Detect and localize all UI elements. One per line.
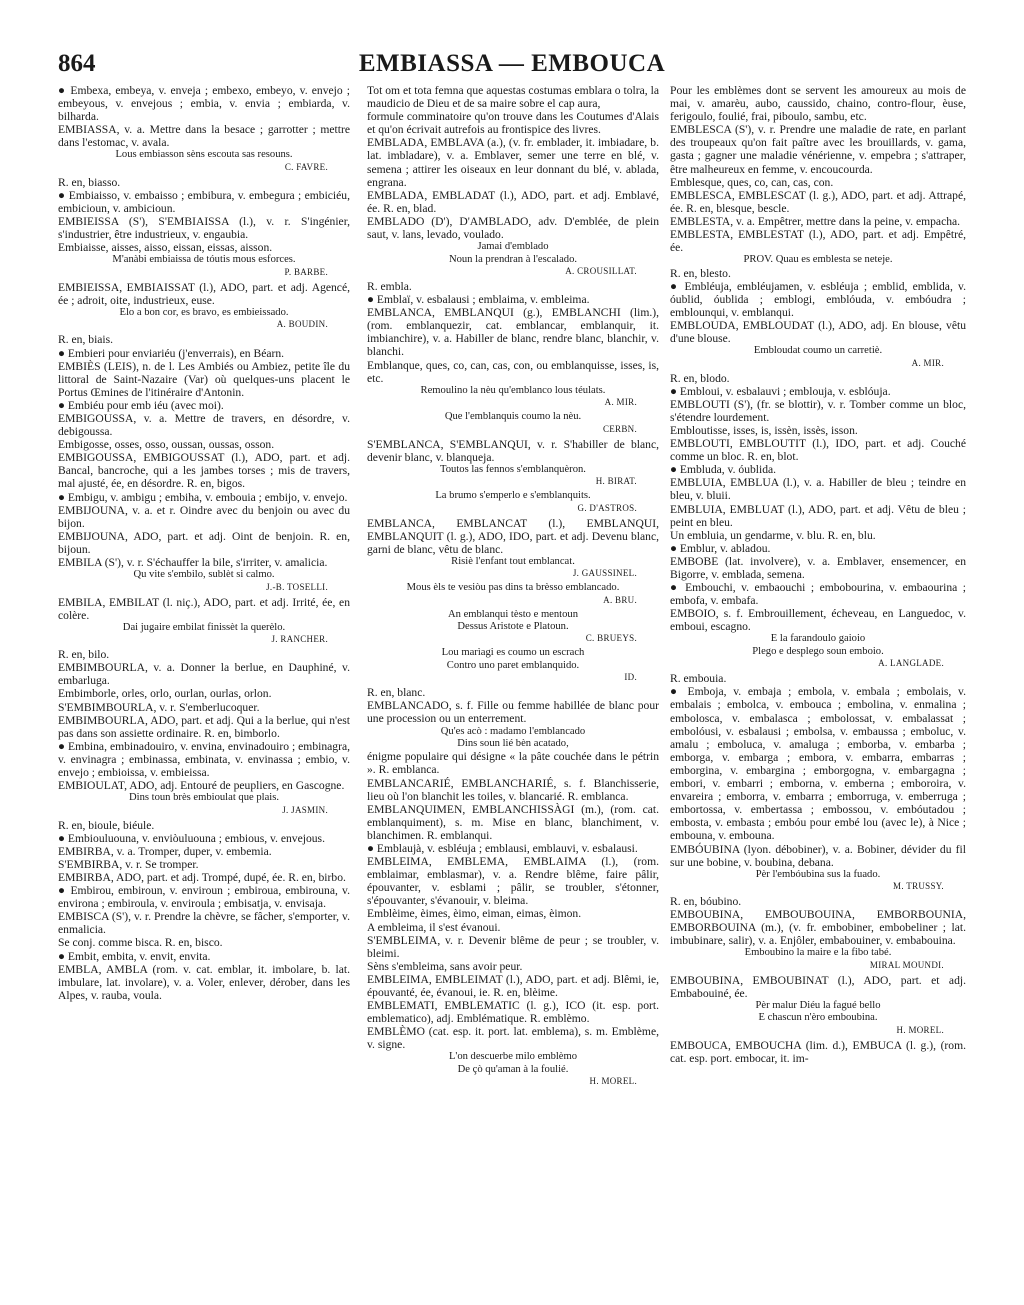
dictionary-entry: ● Embexa, embeya, v. enveja ; embexo, embeyo, v. envejo ; embeyous, v. envejous ; embia, v. envia ; embiarda, v. bilharda. (58, 84, 350, 124)
dictionary-entry: ● Emblur, v. abladou. (670, 541, 771, 555)
dictionary-entry: A embleima, il s'est évanoui. (367, 920, 501, 934)
dictionary-entry: EMBLOUTI (S'), (fr. se blottir), v. r. Tomber comme un bloc, s'étendre lourdement. (670, 397, 966, 424)
attribution: H. MOREL. (896, 1024, 944, 1035)
quotation-line: M'anàbi embiaissa de tóutis mous esforces. (112, 254, 296, 266)
dictionary-entry: ● Embirou, embiroun, v. enviroun ; embiroua, embirouna, v. environa ; embiroula, v. enviroula ; embisatja, v. envisaja. (58, 884, 350, 911)
dictionary-entry: EMBIASSA, v. a. Mettre dans la besace ; garrotter ; mettre dans l'estomac, v. avala. (58, 123, 350, 150)
dictionary-entry: R. en, biais. (58, 333, 114, 347)
quotation-line: Lou marìagi es coumo un escrach (441, 647, 585, 659)
dictionary-entry: EMBIGOUSSA, v. a. Mettre de travers, en désordre, v. debigoussa. (58, 412, 350, 439)
quotation-line: Lous embiasson sèns escouta sas resouns. (115, 149, 293, 161)
dictionary-entry: EMBÓUBINA (lyon. débobiner), v. a. Bobiner, dévider du fil sur une bobine, v. boubina, debana. (670, 842, 966, 869)
column-right (670, 84, 966, 1294)
quotation-line: PROV. Quau es emblesta se neteje. (743, 254, 893, 266)
dictionary-entry: ● Emblaï, v. esbalausi ; emblaima, v. embleima. (367, 293, 590, 307)
attribution: J. RANCHER. (271, 634, 328, 645)
dictionary-entry: EMBIRBA, ADO, part. et adj. Trompé, dupé, ée. R. en, birbo. (58, 870, 346, 884)
dictionary-entry: R. en, blesto. (670, 266, 731, 280)
attribution: J.-B. TOSELLI. (266, 581, 328, 592)
quotation-line: Qu vite s'embilo, sublèt si calmo. (133, 569, 275, 581)
quotation-line: Pèr l'embóubina sus la fuado. (755, 868, 881, 880)
dictionary-columns (58, 84, 966, 1294)
column-middle (367, 84, 659, 1294)
dictionary-entry: EMBIMBOURLA, v. a. Donner la berlue, en Dauphiné, v. embarluga. (58, 661, 350, 688)
quotation-line: Dins soun lié bèn acatado, (457, 737, 569, 749)
dictionary-entry: Embloutisse, isses, is, issèn, issès, isson. (670, 423, 858, 437)
attribution: A. CROUSILLAT. (565, 265, 637, 276)
dictionary-entry: EMBLESTA, v. a. Empêtrer, mettre dans la peine, v. empacha. (670, 214, 961, 228)
dictionary-entry: Embimborle, orles, orlo, ourlan, ourlas, orlon. (58, 687, 272, 701)
dictionary-entry: Pour les emblèmes dont se servent les amoureux au mois de mai, v. amarèu, aubo, caussido, chaino, contro-flour, èuse, ferigoulo, foulié, frai, piboulo, sambu, etc. (670, 84, 966, 124)
quotation-line: Qu'es acò : madamo l'emblancado (440, 725, 586, 737)
dictionary-entry: ● Embiouluouna, v. enviòuluouna ; embious, v. envejous. (58, 831, 325, 845)
quotation-line: Contro uno paret emblanquido. (446, 659, 580, 671)
dictionary-entry: EMBILA (S'), v. r. S'échauffer la bile, s'irriter, v. amalicia. (58, 556, 328, 570)
attribution: A. MIR. (604, 397, 637, 408)
attribution: A. MIR. (911, 357, 944, 368)
dictionary-entry: EMBLANCARIÉ, EMBLANCHARIÉ, s. f. Blanchisserie, lieu où l'on blanchit les toiles, v. blancarié. R. emblanca. (367, 776, 659, 803)
quotation-line: Dessus Aristote e Platoun. (457, 621, 569, 632)
attribution: J. GAUSSINEL. (572, 568, 637, 579)
dictionary-entry: Se conj. comme bisca. R. en, bisco. (58, 936, 223, 950)
quotation-line: Plego e desplego soun emboio. (752, 645, 884, 657)
dictionary-entry: R. en, biasso. (58, 175, 121, 189)
dictionary-entry: EMBOIO, s. f. Embrouillement, écheveau, en Languedoc, v. emboui, escagno. (670, 607, 966, 634)
dictionary-entry: ● Embiaisso, v. embaisso ; embibura, v. embegura ; embiciéu, embicioun, v. ambicioun. (58, 188, 350, 216)
dictionary-entry: ● Embouchi, v. embaouchi ; embobourina, v. embaourina ; embofa, v. embafa. (670, 581, 966, 608)
quotation-line: Elo a bon cor, es bravo, es embieissado. (119, 307, 289, 319)
attribution: CERBN. (602, 423, 637, 434)
attribution: C. BRUEYS. (585, 633, 637, 644)
dictionary-entry: EMBLEMATI, EMBLEMATIC (l. g.), ICO (it. esp. port. emblematico), adj. Emblématique. R. emblèmo. (367, 999, 659, 1026)
dictionary-entry: EMBIGOUSSA, EMBIGOUSSAT (l.), ADO, part. et adj. Bancal, bancroche, qui a les jambes torses ; mis de travers, mal ajusté, ée, en désordre. R. en, bigos. (58, 451, 350, 491)
dictionary-entry: EMBLADA, EMBLADAT (l.), ADO, part. et adj. Emblavé, ée. R. en, blad. (367, 188, 659, 215)
dictionary-entry: EMBLOUDA, EMBLOUDAT (l.), ADO, adj. En blouse, vêtu d'une blouse. (670, 319, 966, 346)
quotation-line: Jamai d'emblado (477, 241, 549, 253)
dictionary-entry: ● Embloui, v. esbalauvi ; emblouja, v. esblóuja. (670, 384, 891, 398)
dictionary-entry: EMBOUBINA, EMBOUBINAT (l.), ADO, part. et adj. Embabouiné, ée. (670, 973, 966, 1000)
dictionary-entry: Sèns s'embleima, sans avoir peur. (367, 959, 523, 973)
dictionary-entry: EMBIÈS (LEIS), n. de l. Les Ambiés ou Ambiez, petite île du littoral de Saint-Nazaire (Var) où quelques-uns placent le Portus Œmines de l'itinéraire d'Antonin. (58, 359, 350, 399)
dictionary-entry: EMBLANCA, EMBLANCAT (l.), EMBLANQUI, EMBLANQUIT (l. g.), ADO, IDO, part. et adj. Devenu blanc, garni de blanc, vêtu de blanc. (367, 516, 659, 556)
quotation-line: Emboubino la maire e la fibo tabé. (744, 947, 892, 959)
quotation-line: E chascun n'èro emboubina. (758, 1012, 878, 1024)
dictionary-entry: ● Embina, embinadouiro, v. envina, envinadouiro ; embinagra, v. envinagra ; embinassa, embinata, v. envinassa ; embio, v. envejo ; embioissa, v. embieissa. (58, 739, 350, 779)
quotation-line: E la farandoulo gaioio (770, 633, 866, 645)
dictionary-entry: EMBLEIMA, EMBLEIMAT (l.), ADO, part. et adj. Blêmi, ie, épouvanté, ée, évanoui, ie. R. en, blèime. (367, 972, 659, 999)
attribution: H. BIRAT. (595, 476, 637, 487)
dictionary-entry: ● Embléuja, embléujamen, v. esbléuja ; emblid, emblida, v. óublid, óublida ; emblogi, emblóuda, v. embóudra ; emblounqui, v. emblanqui. (670, 279, 966, 319)
attribution: C. FAVRE. (284, 161, 328, 172)
page-number: 864 (58, 50, 96, 77)
attribution: P. BARBE. (284, 266, 328, 277)
dictionary-entry: EMBLESCA (S'), v. r. Prendre une maladie de rate, en parlant des troupeaux qu'on fait paître avec les brouillards, v. gama, gasta ; gagner une maladie vénérienne, v. empebra ; s'attraper, être malheureux en femme, v. encoucourda. (670, 123, 966, 176)
dictionary-entry: S'EMBLANCA, S'EMBLANQUI, v. r. S'habiller de blanc, devenir blanc, v. blanqueja. (367, 437, 659, 464)
dictionary-entry: Emblesque, ques, co, can, cas, con. (670, 175, 834, 189)
dictionary-entry: EMBLA, AMBLA (rom. v. cat. emblar, it. imbolare, b. lat. imbulare, lat. involare), v. a. Voler, enlever, dérober, dans les Alpes, v. rauba, voula. (58, 962, 350, 1002)
dictionary-entry: EMBIMBOURLA, ADO, part. et adj. Qui a la berlue, qui n'est pas dans son assiette ordinaire. R. en, bimborlo. (58, 713, 350, 740)
quotation-line: Dai jugaire embilat finissèt la querèlo. (122, 621, 286, 633)
dictionary-entry: Un embluia, un gendarme, v. blu. R. en, blu. (670, 528, 876, 542)
dictionary-entry: Embiaisse, aisses, aisso, eissan, eissas, aisson. (58, 241, 273, 255)
dictionary-entry: EMBLANCADO, s. f. Fille ou femme habillée de blanc pour une procession ou un enterrement. (367, 699, 659, 726)
attribution: ID. (624, 672, 637, 683)
dictionary-entry: S'EMBIRBA, v. r. Se tromper. (58, 857, 199, 871)
dictionary-entry: EMBLOUTI, EMBLOUTIT (l.), IDO, part. et adj. Couché comme un bloc. R. en, blot. (670, 437, 966, 464)
dictionary-entry: EMBLUIA, EMBLUA (l.), v. a. Habiller de bleu ; teindre en bleu, v. bluii. (670, 476, 966, 503)
dictionary-entry: EMBLEIMA, EMBLEMA, EMBLAIMA (l.), (rom. emblaimar, emblasmar), v. a. Rendre blême, faire pâlir, épouvanter, v. esblami ; pâlir, se troubler, s'étonner, s'épouvanter, s'évanouir, v. bleima. (367, 855, 659, 908)
dictionary-entry: EMBILA, EMBILAT (l. niç.), ADO, part. et adj. Irrité, ée, en colère. (58, 595, 350, 622)
dictionary-entry: EMBIJOUNA, ADO, part. et adj. Oint de benjoin. R. en, bijoun. (58, 529, 350, 556)
dictionary-entry: Embigosse, osses, osso, oussan, oussas, osson. (58, 438, 275, 452)
attribution: A. BRU. (603, 594, 637, 605)
dictionary-entry: EMBLADA, EMBLAVA (a.), (v. fr. emblader, it. imbiadare, b. lat. imbladare), v. a. Emblaver, semer une terre en blé, v. semena ; attirer les oiseaux en leur donnant du blé, v. ablada, engrana. (367, 136, 659, 189)
dictionary-entry: EMBOUBINA, EMBOUBOUINA, EMBORBOUNIA, EMBORBOUINA (m.), (v. fr. embobiner, embobeliner ; lat. imbubinare, salir), v. a. Enjôler, embabouiner, v. embabouina. (670, 908, 966, 948)
dictionary-entry: EMBLESTA, EMBLESTAT (l.), ADO, part. et adj. Empêtré, ée. (670, 228, 966, 255)
quotation-line: Embloudat coumo un carretiè. (753, 345, 883, 357)
dictionary-entry: R. en, blanc. (367, 686, 426, 700)
quotation-line: Remoulino la nèu qu'emblanco lous téulats. (420, 384, 606, 396)
dictionary-entry: EMBIEISSA (S'), S'EMBIAISSA (l.), v. r. S'ingénier, s'industrier, être industrieux, v. engaubia. (58, 215, 350, 242)
dictionary-entry: EMBLADO (D'), D'AMBLADO, adv. D'emblée, de plein saut, v. lans, levado, voulado. (367, 214, 659, 242)
dictionary-entry: EMBLANQUIMEN, EMBLANCHISSÀGI (m.), (rom. cat. emblanquiment), s. m. Mise en blanc, blanchiment, v. blanchimen. R. emblanqui. (367, 802, 659, 842)
dictionary-entry: EMBIOULAT, ADO, adj. Entouré de peupliers, en Gascogne. (58, 779, 345, 793)
quotation-line: Risiè l'enfant tout emblancat. (451, 555, 575, 567)
quotation-line: L'on descuerbe milo emblèmo (448, 1051, 578, 1063)
dictionary-entry: EMBLUIA, EMBLUAT (l.), ADO, part. et adj. Vêtu de bleu ; peint en bleu. (670, 502, 966, 529)
dictionary-entry: EMBLANCA, EMBLANQUI (g.), EMBLANCHI (lim.), (rom. emblanquezir, cat. emblancar, emblanquir, it. imbianchire), v. a. Habiller de blanc, rendre blanc, blanchir, v. blanchi. (367, 306, 659, 359)
dictionary-entry: EMBLÈMO (cat. esp. it. port. lat. emblema), s. m. Emblème, v. signe. (367, 1025, 659, 1052)
dictionary-entry: ● Embiéu pour emb iéu (avec moi). (58, 398, 224, 412)
dictionary-entry: EMBOUCA, EMBOUCHA (lim. d.), EMBUCA (l. g.), (rom. cat. esp. port. embocar, it. im- (670, 1038, 966, 1065)
quotation-line: Mous èls te vesiòu pas dins ta brèsso emblancado. (406, 582, 620, 594)
dictionary-entry: S'EMBLEIMA, v. r. Devenir blême de peur ; se troubler, v. bleimi. (367, 933, 659, 960)
dictionary-entry: S'EMBIMBOURLA, v. r. S'emberlucoquer. (58, 700, 260, 714)
dictionary-entry: R. embla. (367, 279, 412, 293)
dictionary-entry: Emblanque, ques, co, can, cas, con, ou emblanquisse, isses, is, etc. (367, 358, 659, 385)
dictionary-entry: formule comminatoire qu'on trouve dans les Coutumes d'Alais et qu'on écrivait autrefois au frontispice des livres. (367, 110, 659, 137)
dictionary-entry: R. en, blodo. (670, 371, 730, 385)
dictionary-entry: ● Emboja, v. embaja ; embola, v. embala ; embolais, v. embalais ; embolca, v. embouca ; embolina, v. enmalina ; embolosca, v. embalasca ; embolossat, v. embalassat ; embolóusi, v. esbalausi ; embolsa, v. embaussa ; emboluc, v. amalu ; emboluca, v. amaluga ; emborba, v. embarba ; emborga, v. embarga ; embora, v. embarra, embarras ; emborgina, v. embargina ; emborgogna, v. embargagna ; embori, v. embarri ; emborna, v. emberna ; emboroira, v. envareira ; emborra, v. embarra ; emborruga, v. emberruga ; embortossa, v. embertassa ; embossou, v. embóutadou ; embosta, v. embasta ; embóu pour embé lou (avec le), à Nice ; embouna, v. embouna. (670, 685, 966, 843)
quotation-line: La brumo s'emperlo e s'emblanquits. (435, 490, 591, 502)
dictionary-entry: ● Emblaujà, v. esbléuja ; emblausi, emblauvi, v. esbalausi. (367, 841, 638, 855)
running-head: EMBIASSA — EMBOUCA (358, 50, 666, 77)
quotation-line: De çò qu'aman à la foulié. (457, 1063, 569, 1075)
attribution: MIRAL MOUNDI. (869, 959, 944, 970)
dictionary-entry: EMBOBE (lat. involvere), v. a. Emblaver, ensemencer, en Bigorre, v. emblada, semena. (670, 554, 966, 581)
quotation-line: Noun la prendran à l'escalado. (448, 253, 578, 265)
dictionary-entry: R. embouia. (670, 672, 727, 686)
dictionary-entry: EMBIEISSA, EMBIAISSAT (l.), ADO, part. et adj. Agencé, ée ; adroit, oite, industrieux, euse. (58, 280, 350, 307)
quotation-line: Pèr malur Diéu la fagué bello (755, 1000, 881, 1012)
dictionary-entry: R. en, bóubino. (670, 895, 742, 909)
quotation-line: Dins toun brès embioulat que plais. (128, 792, 280, 804)
attribution: A. LANGLADE. (878, 658, 944, 669)
dictionary-entry: R. en, bioule, biéule. (58, 818, 155, 832)
attribution: M. TRUSSY. (893, 881, 944, 892)
dictionary-entry: R. en, bilo. (58, 648, 110, 662)
dictionary-entry: énigme populaire qui désigne « la pâte couchée dans le pétrin ». R. emblanca. (367, 750, 659, 777)
attribution: J. JASMIN. (282, 804, 328, 815)
attribution: H. MOREL. (589, 1076, 637, 1087)
attribution: G. D'ASTROS. (577, 502, 637, 513)
dictionary-entry: ● Embigu, v. ambigu ; embiha, v. embouia ; embijo, v. envejo. (58, 490, 348, 504)
column-left (58, 84, 350, 1294)
dictionary-entry: Emblèime, èimes, èimo, eiman, eimas, èimon. (367, 907, 582, 921)
quotation-line: Toutos las fennos s'emblanquèron. (440, 463, 586, 475)
dictionary-entry: EMBISCA (S'), v. r. Prendre la chèvre, se fâcher, s'emporter, v. enmalicia. (58, 910, 350, 937)
dictionary-entry: EMBLESCA, EMBLESCAT (l. g.), ADO, part. et adj. Attrapé, ée. R. en, blesque, bescle. (670, 188, 966, 215)
dictionary-entry: ● Embluda, v. óublida. (670, 463, 777, 477)
dictionary-entry: EMBIRBA, v. a. Tromper, duper, v. embemia. (58, 844, 272, 858)
quotation-line: Que l'emblanquis coumo la nèu. (444, 411, 582, 423)
dictionary-entry: Tot om et tota femna que aquestas costumas emblara o tolra, la maudicio de Dieu et de sa maire sobre el cap aura, (367, 84, 659, 111)
attribution: A. BOUDIN. (276, 319, 328, 330)
quotation-line: An emblanqui tèsto e mentoun (447, 608, 579, 620)
dictionary-entry: ● Embit, embita, v. envit, envita. (58, 949, 211, 963)
dictionary-entry: EMBIJOUNA, v. a. et r. Oindre avec du benjoin ou avec du bijon. (58, 503, 350, 530)
dictionary-entry: ● Embieri pour enviariéu (j'enverrais), en Béarn. (58, 346, 285, 360)
